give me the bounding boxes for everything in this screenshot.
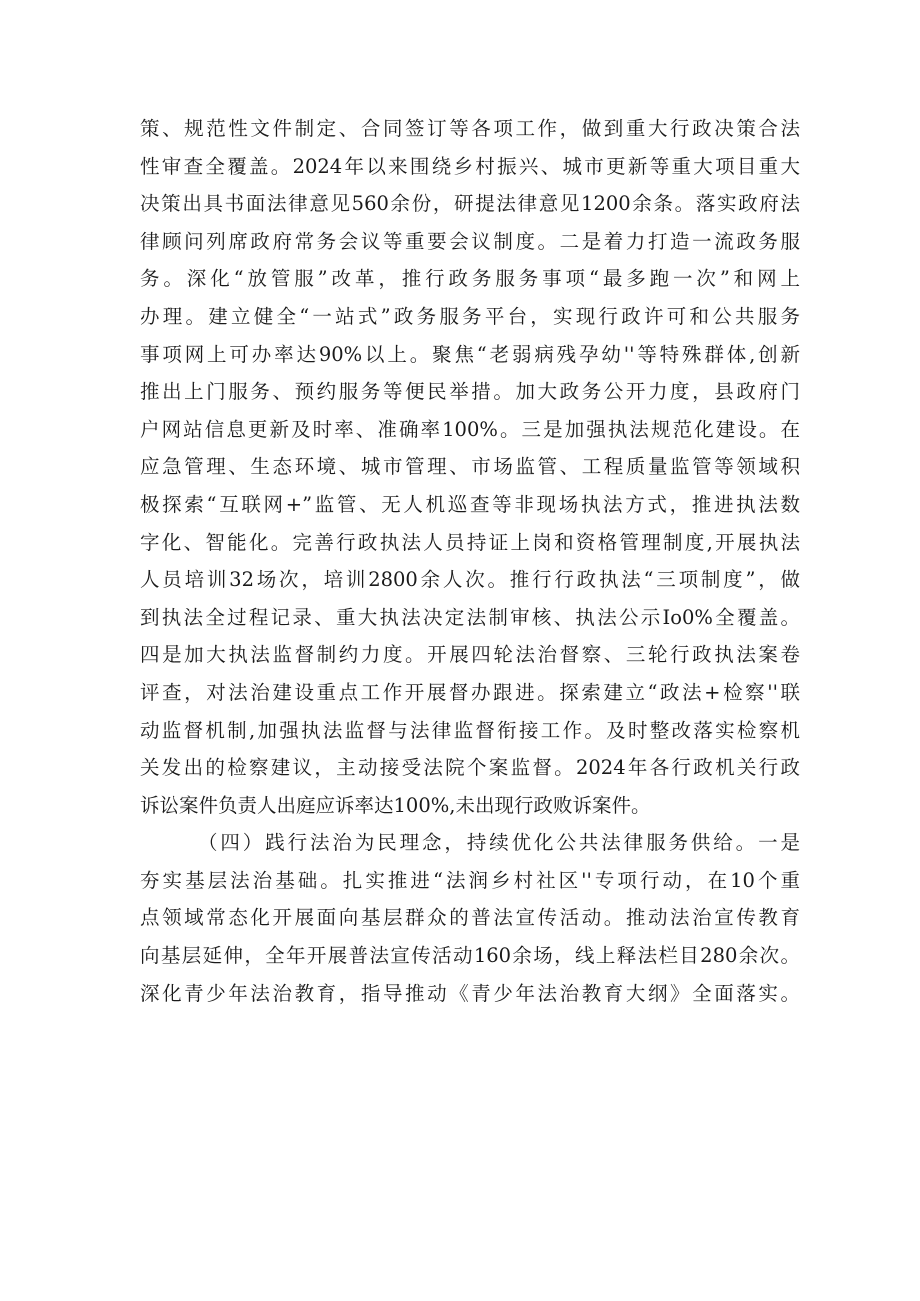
body-text	[140, 110, 800, 1012]
text-line: 到执法全过程记录、重大执法决定法制审核、执法公示Io0%全覆盖。	[140, 605, 800, 629]
text-line: 动监督机制,加强执法监督与法律监督衔接工作。及时整改落实检察机	[140, 718, 800, 742]
text-line: 策、规范性文件制定、合同签订等各项工作，做到重大行政决策合法	[140, 117, 800, 140]
text-line: 四是加大执法监督制约力度。开展四轮法治督察、三轮行政执法案卷	[140, 643, 800, 667]
text-line: 深化青少年法治教育，指导推动《青少年法治教育大纲》全面落实。	[140, 981, 800, 1005]
text-line: 评查，对法治建设重点工作开展督办跟进。探索建立“政法+检察''联	[140, 680, 800, 704]
text-line: 户网站信息更新及时率、准确率100%。三是加强执法规范化建设。在	[140, 417, 800, 441]
text-line: 向基层延伸，全年开展普法宣传活动160余场，线上释法栏目280余次。	[140, 944, 800, 968]
text-line: 点领域常态化开展面向基层群众的普法宣传活动。推动法治宣传教育	[140, 906, 800, 930]
text-line: 夯实基层法治基础。扎实推进“法润乡村社区''专项行动，在10个重	[140, 868, 800, 892]
paragraph-1	[140, 110, 800, 824]
text-line: 事项网上可办率达90%以上。聚焦“老弱病残孕幼''等特殊群体,创新	[140, 342, 800, 366]
paragraph-2	[140, 824, 800, 1012]
text-line: 关发出的检察建议，主动接受法院个案监督。2024年各行政机关行政	[140, 756, 800, 780]
text-line: 务。深化“放管服”改革，推行政务服务事项“最多跑一次”和网上	[140, 267, 800, 291]
text-line: 应急管理、生态环境、城市管理、市场监管、工程质量监管等领域积	[140, 455, 800, 479]
text-line: （四）践行法治为民理念，持续优化公共法律服务供给。一是	[198, 831, 800, 855]
text-line: 推出上门服务、预约服务等便民举措。加大政务公开力度，县政府门	[140, 380, 800, 404]
text-line: 律顾问列席政府常务会议等重要会议制度。二是着力打造一流政务服	[140, 229, 800, 253]
text-line: 字化、智能化。完善行政执法人员持证上岗和资格管理制度,开展执法	[140, 530, 800, 554]
text-line: 极探索“互联网+”监管、无人机巡查等非现场执法方式，推进执法数	[140, 492, 800, 516]
text-line: 诉讼案件负责人出庭应诉率达100%,未出现行政败诉案件。	[140, 793, 651, 817]
text-line: 性审查全覆盖。2024年以来围绕乡村振兴、城市更新等重大项目重大	[140, 154, 800, 178]
text-line: 办理。建立健全“一站式”政务服务平台，实现行政许可和公共服务	[140, 304, 800, 328]
text-line: 人员培训32场次，培训2800余人次。推行行政执法“三项制度”，做	[140, 568, 800, 592]
text-line: 决策出具书面法律意见560余份，研提法律意见1200余条。落实政府法	[140, 192, 800, 216]
